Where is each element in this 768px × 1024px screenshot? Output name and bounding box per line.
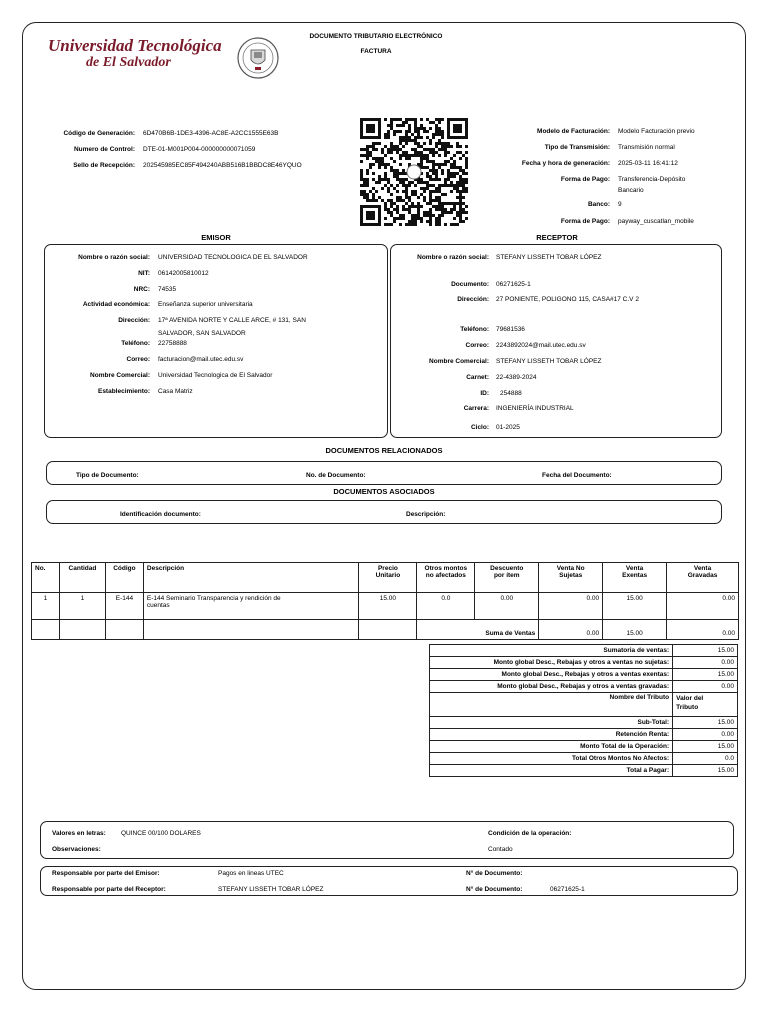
emisor-title: EMISOR <box>201 233 231 242</box>
asociados-identificacion: Identificación documento: <box>120 511 201 518</box>
suma-row <box>32 620 739 640</box>
tipo-transmision-label: Tipo de Transmisión: <box>544 144 610 151</box>
relacionados-box <box>46 461 722 485</box>
total-value: 15.00 <box>673 741 738 753</box>
resp-receptor-label: Responsable por parte del Receptor: <box>52 886 166 893</box>
emisor-establecimiento-label: Establecimiento: <box>97 388 150 395</box>
forma-pago-2-label: Forma de Pago: <box>560 218 610 225</box>
banco-label: Banco: <box>587 201 610 208</box>
col-header-codigo: Código <box>105 563 143 593</box>
cell-descuento: 0.00 <box>475 593 539 620</box>
total-value: 0.00 <box>673 729 738 741</box>
cell-no: 1 <box>32 593 60 620</box>
numero-control-label: Numero de Control: <box>73 146 135 153</box>
total-label: Monto global Desc., Rebajas y otros a ventas gravadas: <box>430 681 673 693</box>
totals-table <box>429 644 738 777</box>
total-label: Sub-Total: <box>430 717 673 729</box>
receptor-nombre-value: STEFANY LISSETH TOBAR LÓPEZ <box>496 254 602 261</box>
cell-exentas: 15.00 <box>603 593 667 620</box>
forma-pago-value-line2: Bancario <box>618 187 644 194</box>
tipo-transmision-value: Transmisión normal <box>618 144 675 151</box>
emisor-correo-label: Correo: <box>126 356 150 363</box>
total-value: 0.00 <box>673 657 738 669</box>
total-value: 0.0 <box>673 753 738 765</box>
total-row <box>430 765 738 777</box>
banco-value: 9 <box>618 201 622 208</box>
ndoc-emisor-label: N° de Documento: <box>466 870 523 877</box>
total-label: Total Otros Montos No Afectos: <box>430 753 673 765</box>
ndoc-receptor-label: N° de Documento: <box>466 886 523 893</box>
items-header-row <box>32 563 739 593</box>
col-header-cantidad: Cantidad <box>59 563 105 593</box>
emisor-direccion-value: 17ª AVENIDA NORTE Y CALLE ARCE, # 131, SAN <box>158 317 306 324</box>
cell-precio: 15.00 <box>359 593 417 620</box>
cell-cantidad: 1 <box>59 593 105 620</box>
total-row <box>430 741 738 753</box>
emisor-establecimiento-value: Casa Matriz <box>158 388 193 395</box>
condicion-value: Contado <box>488 846 513 853</box>
total-label: Monto global Desc., Rebajas y otros a ventas exentas: <box>430 669 673 681</box>
suma-exentas: 15.00 <box>603 620 667 640</box>
university-logo <box>48 36 288 82</box>
relacionados-title: DOCUMENTOS RELACIONADOS <box>325 446 443 455</box>
table-row <box>32 593 739 620</box>
total-value: 0.00 <box>673 681 738 693</box>
empty-cell <box>32 620 60 640</box>
receptor-direccion-value: 27 PONIENTE, POLIGONO 115, CASA#17 C.V 2 <box>496 296 639 303</box>
emisor-actividad-label: Actividad económica: <box>82 301 150 308</box>
receptor-ciclo-label: Ciclo: <box>470 424 489 431</box>
qr-code <box>360 118 468 226</box>
receptor-id-value: 254888 <box>500 390 522 397</box>
cell-no-sujetas: 0.00 <box>539 593 603 620</box>
forma-pago-2-value: payway_cuscatlan_mobile <box>618 218 694 225</box>
valores-letras-label: Valores en letras: <box>52 830 106 837</box>
total-row <box>430 753 738 765</box>
resp-emisor-label: Responsable por parte del Emisor: <box>52 870 160 877</box>
document-title: DOCUMENTO TRIBUTARIO ELECTRÓNICO <box>309 33 443 40</box>
logo-text-line2: de El Salvador <box>86 55 171 70</box>
empty-cell <box>143 620 359 640</box>
receptor-carnet-value: 22-4389-2024 <box>496 374 537 381</box>
cell-descripcion: E-144 Seminario Transparencia y rendición de cuentas <box>143 593 359 620</box>
cell-gravadas: 0.00 <box>667 593 739 620</box>
col-header-venta-gravadas: Venta Gravadas <box>667 563 739 593</box>
receptor-carrera-label: Carrera: <box>463 405 489 412</box>
cell-otros: 0.0 <box>417 593 475 620</box>
modelo-facturacion-value: Modelo Facturación previo <box>618 128 695 135</box>
receptor-correo-value: 2243892024@mail.utec.edu.sv <box>496 342 586 349</box>
valores-box <box>40 821 734 859</box>
total-a-pagar-value: 15.00 <box>673 765 738 777</box>
tributo-name-header: Nombre del Tributo <box>430 693 673 717</box>
col-header-no: No. <box>32 563 60 593</box>
receptor-ciclo-value: 01-2025 <box>496 424 520 431</box>
receptor-comercial-value: STEFANY LISSETH TOBAR LÓPEZ <box>496 358 602 365</box>
emisor-nrc-value: 74535 <box>158 286 177 293</box>
total-row <box>430 681 738 693</box>
cell-codigo: E-144 <box>105 593 143 620</box>
ndoc-receptor-value: 06271625-1 <box>550 886 585 893</box>
receptor-documento-value: 06271625-1 <box>496 281 531 288</box>
total-row <box>430 645 738 657</box>
items-table <box>31 562 739 640</box>
relacionados-fecha: Fecha del Documento: <box>542 472 612 479</box>
receptor-documento-label: Documento: <box>451 281 489 288</box>
total-row <box>430 717 738 729</box>
university-seal-icon <box>236 36 280 80</box>
codigo-generacion-label: Código de Generación: <box>63 130 135 137</box>
empty-cell <box>359 620 417 640</box>
col-header-venta-exentas: Venta Exentas <box>603 563 667 593</box>
sello-recepcion-value: 202545985EC85F494240ABB516B1BBDC8E46YQUO <box>143 162 302 169</box>
logo-text-line1: Universidad Tecnológica <box>48 36 222 55</box>
col-header-precio: Precio Unitario <box>359 563 417 593</box>
asociados-title: DOCUMENTOS ASOCIADOS <box>333 487 435 496</box>
emisor-comercial-label: Nombre Comercial: <box>90 372 150 379</box>
forma-pago-value: Transferencia-Depósito <box>618 176 686 183</box>
forma-pago-label: Forma de Pago: <box>560 176 610 183</box>
resp-emisor-value: Pagos en lineas UTEC <box>218 870 284 877</box>
suma-ventas-label: Suma de Ventas <box>417 620 539 640</box>
document-type: FACTURA <box>360 48 392 55</box>
observaciones-label: Observaciones: <box>52 846 101 853</box>
emisor-correo-value: facturacion@mail.utec.edu.sv <box>158 356 244 363</box>
receptor-carnet-label: Carnet: <box>466 374 489 381</box>
total-label: Sumatoria de ventas: <box>430 645 673 657</box>
tributo-header-row <box>430 693 738 717</box>
total-label: Monto Total de la Operación: <box>430 741 673 753</box>
empty-cell <box>59 620 105 640</box>
receptor-correo-label: Correo: <box>465 342 489 349</box>
condicion-label: Condición de la operación: <box>488 830 572 837</box>
numero-control-value: DTE-01-M001P004-000000000071059 <box>143 146 256 153</box>
col-header-descuento: Descuento por ítem <box>475 563 539 593</box>
suma-gravadas: 0.00 <box>667 620 739 640</box>
fecha-generacion-label: Fecha y hora de generación: <box>521 160 610 167</box>
receptor-telefono-value: 79681536 <box>496 326 525 333</box>
receptor-id-label: ID: <box>480 390 489 397</box>
receptor-title: RECEPTOR <box>536 233 578 242</box>
total-label: Monto global Desc., Rebajas y otros a ventas no sujetas: <box>430 657 673 669</box>
emisor-telefono-value: 22758888 <box>158 340 187 347</box>
receptor-carrera-value: INGENIERÍA INDUSTRIAL <box>496 405 574 412</box>
sello-recepcion-label: Sello de Recepción: <box>73 162 135 169</box>
emisor-nit-value: 06142005810012 <box>158 270 209 277</box>
receptor-telefono-label: Teléfono: <box>460 326 489 333</box>
codigo-generacion-value: 6D470B6B-1DE3-4396-AC8E-A2CC1555E63B <box>143 130 279 137</box>
total-value: 15.00 <box>673 669 738 681</box>
empty-cell <box>105 620 143 640</box>
total-value: 15.00 <box>673 717 738 729</box>
emisor-actividad-value: Enseñanza superior universitaria <box>158 301 253 308</box>
emisor-direccion-label: Dirección: <box>118 317 150 324</box>
total-a-pagar-label: Total a Pagar: <box>430 765 673 777</box>
total-value: 15.00 <box>673 645 738 657</box>
col-header-otros-montos: Otros montos no afectados <box>417 563 475 593</box>
relacionados-numero: No. de Documento: <box>306 472 366 479</box>
relacionados-tipo: Tipo de Documento: <box>76 472 139 479</box>
total-label: Retención Renta: <box>430 729 673 741</box>
receptor-nombre-label: Nombre o razón social: <box>417 254 489 261</box>
fecha-generacion-value: 2025-03-11 16:41:12 <box>618 160 678 167</box>
emisor-nombre-value: UNIVERSIDAD TECNOLOGICA DE EL SALVADOR <box>158 254 308 261</box>
receptor-comercial-label: Nombre Comercial: <box>429 358 489 365</box>
total-row <box>430 657 738 669</box>
emisor-direccion-value-line2: SALVADOR, SAN SALVADOR <box>158 330 246 337</box>
resp-receptor-value: STEFANY LISSETH TOBAR LÓPEZ <box>218 886 324 893</box>
col-header-venta-no-sujetas: Venta No Sujetas <box>539 563 603 593</box>
emisor-nrc-label: NRC: <box>133 286 150 293</box>
total-row <box>430 669 738 681</box>
receptor-direccion-label: Dirección: <box>457 296 489 303</box>
asociados-descripcion: Descripción: <box>406 511 446 518</box>
modelo-facturacion-label: Modelo de Facturación: <box>537 128 610 135</box>
emisor-nit-label: NIT: <box>138 270 150 277</box>
suma-no-sujetas: 0.00 <box>539 620 603 640</box>
total-row <box>430 729 738 741</box>
emisor-nombre-label: Nombre o razón social: <box>78 254 150 261</box>
tributo-value-header: Valor del Tributo <box>673 693 738 717</box>
col-header-descripcion: Descripción <box>143 563 359 593</box>
valores-letras-value: QUINCE 00/100 DOLARES <box>121 830 201 837</box>
emisor-telefono-label: Teléfono: <box>121 340 150 347</box>
emisor-comercial-value: Universidad Tecnologica de El Salvador <box>158 372 273 379</box>
